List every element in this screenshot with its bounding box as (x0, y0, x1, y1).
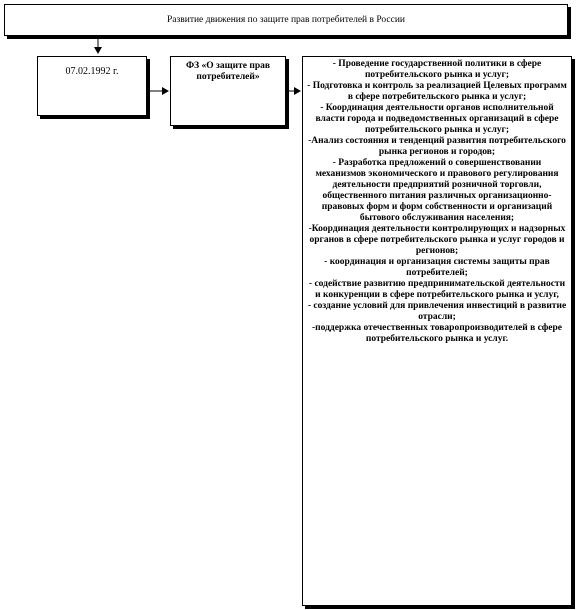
task-item: -Координация деятельности контролирующих и надзорных органов в сфере потребительского рынка и услуг городов и регионов; (308, 224, 566, 256)
task-item: - Подготовка и контроль за реализацией Целевых программ в сфере потребительского рынка и услуг; (307, 81, 567, 102)
task-item: - создание условий для привлечения инвестиций в развитие отрасли; (307, 301, 567, 322)
law-text: ФЗ «О защите прав потребителей» (185, 61, 271, 82)
task-item: - Проведение государственной политики в сфере потребительского рынка и услуг; (332, 59, 542, 80)
task-item: -поддержка отечественных товаропроизводителей в сфере потребительского рынка и услуг. (311, 323, 562, 344)
task-item: - Координация деятельности органов исполнительной власти города и подведомственных организаций в сфере потребительского рынка и услуг; (315, 103, 559, 135)
date-text: 07.02.1992 г. (65, 66, 119, 77)
arrowhead-down-icon (94, 47, 102, 54)
arrowhead-right-icon (294, 87, 301, 95)
task-item: - содействие развитию предпринимательской деятельности и конкуренции в сфере потребительского рынка и услуг, (308, 279, 566, 300)
task-item: - Разработка предложений о совершенствовании механизмов экономического и правового регулирования деятельности предприятий розничной торговли, общественного питания различных организационно-правовых форм и форм собственности и организаций бытового обслуживания населения; (315, 158, 559, 223)
arrowhead-right-icon (162, 87, 169, 95)
task-item: -Анализ состояния и тенденций развития потребительского рынка регионов и городов; (308, 136, 566, 157)
header-text: Развитие движения по защите прав потребителей в России (167, 14, 405, 25)
task-item: - координация и организация системы защиты прав потребителей; (324, 257, 550, 278)
